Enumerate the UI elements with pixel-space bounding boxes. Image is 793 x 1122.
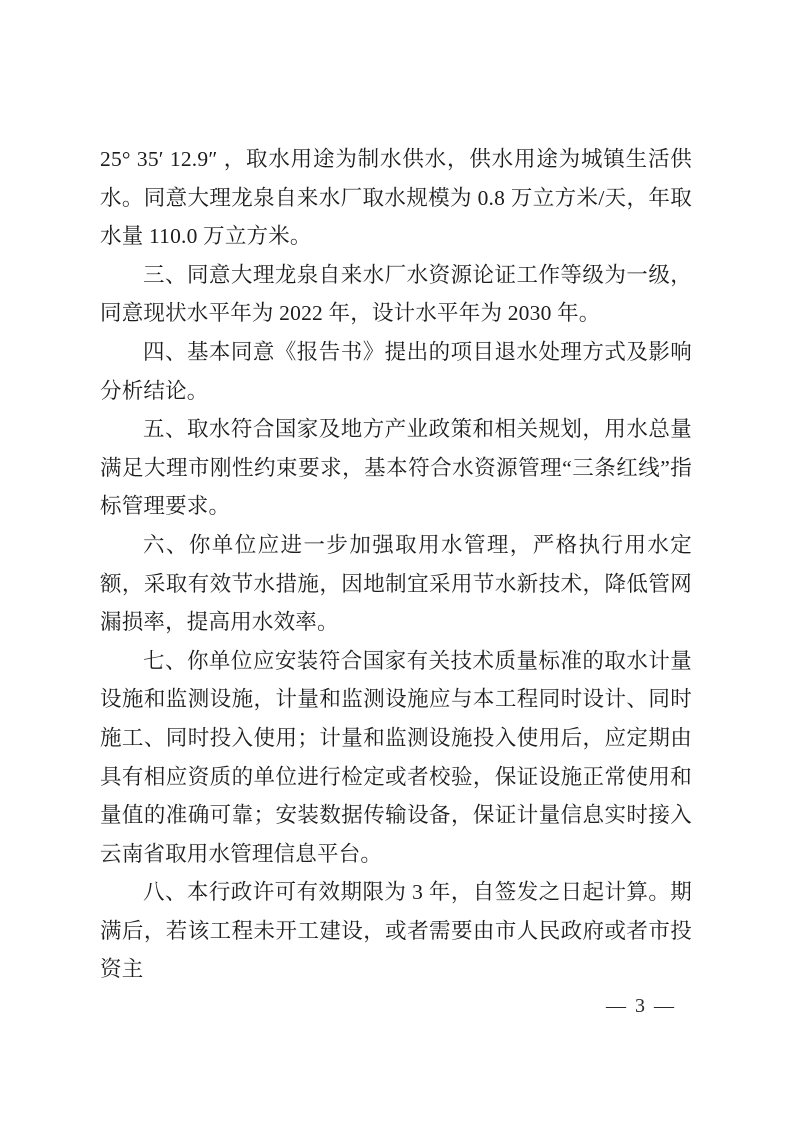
paragraph-item-eight-truncated: 八、本行政许可有效期限为 3 年，自签发之日起计算。期满后，若该工程未开工建设，或者需要由市人民政府或者市投资主 <box>100 880 692 982</box>
page-number: — 3 — <box>606 995 676 1017</box>
paragraph-item-six: 六、你单位应进一步加强取用水管理，严格执行用水定额，采取有效节水措施，因地制宜采用节水新技术，降低管网漏损率，提高用水效率。 <box>100 532 692 635</box>
document-body <box>100 140 692 989</box>
paragraph-item-three: 三、同意大理龙泉自来水厂水资源论证工作等级为一级，同意现状水平年为 2022 年，设计水平年为 2030 年。 <box>100 262 692 326</box>
paragraph-item-four: 四、基本同意《报告书》提出的项目退水处理方式及影响分析结论。 <box>100 339 692 403</box>
paragraph-item-seven: 七、你单位应安装符合国家有关技术质量标准的取水计量设施和监测设施，计量和监测设施应与本工程同时设计、同时施工、同时投入使用；计量和监测设施投入使用后，应定期由具有相应资质的单位进行检定或者校验，保证设施正常使用和量值的准确可靠；安装数据传输设备，保证计量信息实时接入云南省取用水管理信息平台。 <box>100 648 692 866</box>
paragraph-continuation-from-previous-page: 25° 35′ 12.9″ ，取水用途为制水供水，供水用途为城镇生活供水。同意大理龙泉自来水厂取水规模为 0.8 万立方米/天，年取水量 110.0 万立方米。 <box>100 147 692 249</box>
paragraph-item-five: 五、取水符合国家及地方产业政策和相关规划，用水总量满足大理市刚性约束要求，基本符合水资源管理“三条红线”指标管理要求。 <box>100 417 692 519</box>
